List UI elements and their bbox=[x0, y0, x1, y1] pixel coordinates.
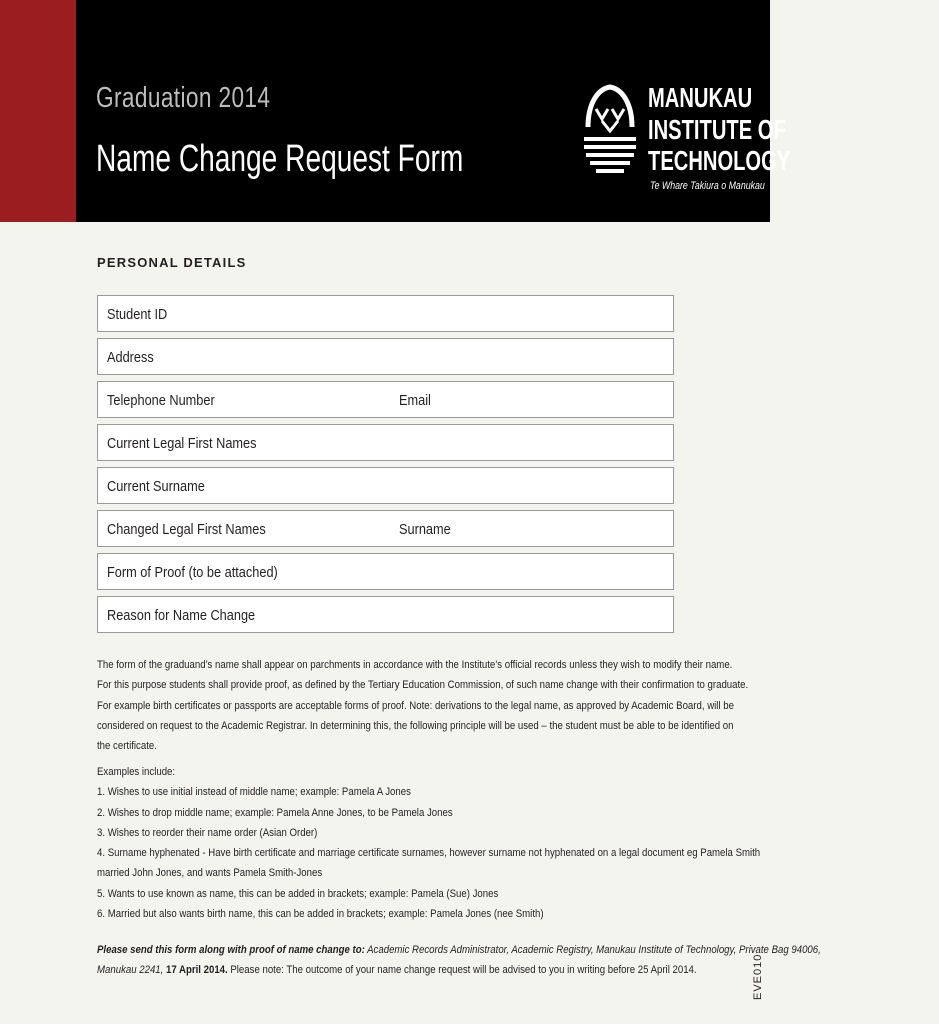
address-text: Manukau 2241, bbox=[97, 964, 164, 977]
field-label: Form of Proof (to be attached) bbox=[107, 564, 278, 581]
telephone-email-field[interactable] bbox=[97, 381, 674, 418]
logo-tagline: Te Whare Takiura o Manukau bbox=[650, 180, 765, 192]
paragraph-line: For this purpose students shall provide proof, as defined by the Tertiary Education Commission, of such name change with their confirmation to graduate. bbox=[97, 679, 749, 692]
logo-text-line: INSTITUTE OF bbox=[648, 114, 786, 145]
section-heading: PERSONAL DETAILS bbox=[97, 255, 247, 270]
submission-instructions bbox=[97, 940, 939, 981]
current-surname-field[interactable] bbox=[97, 467, 674, 504]
field-label-secondary: Surname bbox=[399, 521, 451, 538]
paragraph-line: For example birth certificates or passports are acceptable forms of proof. Note: derivations to the legal name, as approved by Academic Board, will be bbox=[97, 699, 734, 712]
student-id-field[interactable] bbox=[97, 295, 674, 332]
field-label: Student ID bbox=[107, 306, 168, 323]
address-field[interactable] bbox=[97, 338, 674, 375]
changed-names-field[interactable] bbox=[97, 510, 674, 547]
mit-logo-icon bbox=[582, 83, 638, 183]
logo-text-line: TECHNOLOGY bbox=[648, 145, 791, 176]
field-label: Telephone Number bbox=[107, 392, 215, 409]
field-label: Changed Legal First Names bbox=[107, 521, 266, 538]
document-code: EVE010 bbox=[752, 953, 764, 1000]
example-item: 2. Wishes to drop middle name; example: Pamela Anne Jones, to be Pamela Jones bbox=[97, 806, 453, 819]
reason-field[interactable] bbox=[97, 596, 674, 633]
proof-field[interactable] bbox=[97, 553, 674, 590]
field-label: Current Legal First Names bbox=[107, 435, 257, 452]
example-item: 3. Wishes to reorder their name order (Asian Order) bbox=[97, 826, 318, 839]
examples-heading: Examples include: bbox=[97, 766, 176, 778]
example-item: 1. Wishes to use initial instead of middle name; example: Pamela A Jones bbox=[97, 786, 411, 799]
paragraph-line: considered on request to the Academic Registrar. In determining this, the following principle will be used – the student must be able to be identified on bbox=[97, 719, 734, 732]
address-text: Academic Records Administrator, Academic Registry, Manukau Institute of Technology, Private Bag 94006, bbox=[364, 944, 821, 956]
event-title: Graduation 2014 bbox=[96, 82, 271, 114]
examples-list bbox=[97, 762, 868, 924]
field-label: Current Surname bbox=[107, 478, 205, 495]
field-label-secondary: Email bbox=[399, 392, 431, 409]
red-accent-strip bbox=[0, 0, 76, 222]
paragraph-line: The form of the graduand’s name shall appear on parchments in accordance with the Institute’s official records unless they wish to modify their name. bbox=[97, 659, 733, 671]
paragraph-line: the certificate. bbox=[97, 740, 157, 753]
example-item: married John Jones, and wants Pamela Smith-Jones bbox=[97, 867, 323, 880]
example-item: 6. Married but also wants birth name, this can be added in brackets; example: Pamela Jones (nee Smith) bbox=[97, 908, 544, 921]
example-item: 5. Wants to use known as name, this can be added in brackets; example: Pamela (Sue) Jones bbox=[97, 887, 499, 900]
outcome-note: Please note: The outcome of your name change request will be advised to you in writing before 25 April 2014. bbox=[227, 964, 697, 977]
policy-paragraph bbox=[97, 655, 749, 756]
field-label: Reason for Name Change bbox=[107, 607, 256, 624]
instruction-lead: Please send this form along with proof of name change to: bbox=[97, 944, 365, 956]
logo-text-line: MANUKAU bbox=[648, 82, 753, 113]
field-label: Address bbox=[107, 349, 154, 366]
example-item: 4. Surname hyphenated - Have birth certificate and marriage certificate surnames, however surname not hyphenated on a legal document eg Pamela Smith bbox=[97, 847, 761, 860]
deadline-date: 17 April 2014. bbox=[163, 964, 228, 977]
current-first-names-field[interactable] bbox=[97, 424, 674, 461]
form-title: Name Change Request Form bbox=[96, 138, 464, 180]
header-banner bbox=[0, 0, 791, 222]
